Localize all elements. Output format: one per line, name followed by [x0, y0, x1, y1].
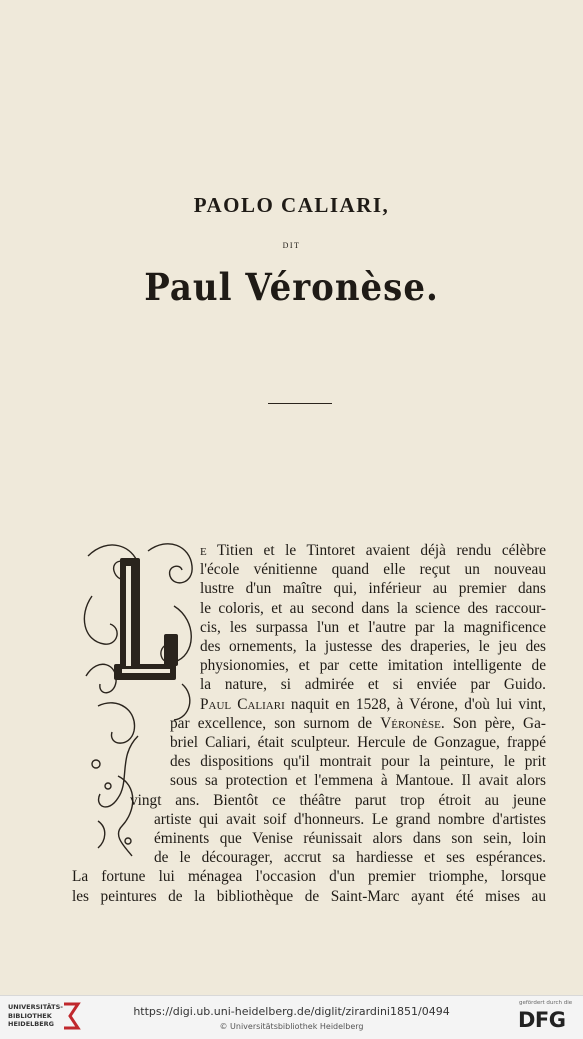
text-line: de le décourager, accrut sa hardiesse et ses espérances.	[154, 849, 546, 867]
text-line: l'école vénitienne quand elle reçut un nouveau	[200, 561, 546, 579]
text-line: artiste qui avait soif d'honneurs. Le grand nombre d'artistes	[154, 810, 546, 828]
divider-rule	[268, 403, 332, 404]
text-line: par excellence, son surnom de Véronèse. Son père, Ga-	[170, 714, 546, 732]
text-line: e Titien et le Tintoret avaient déjà rendu célèbre	[200, 542, 546, 559]
page-title: PAOLO CALIARI,	[193, 193, 390, 217]
text-line: sous sa protection et l'emmena à Mantoue. Il avait alors	[170, 772, 546, 790]
text-line: Paul Caliari naquit en 1528, à Vérone, d'où lui vint,	[200, 695, 546, 713]
text-line: le coloris, et au second dans la science des raccour-	[200, 599, 546, 617]
text-line: des dispositions qu'il montrait pour la peinture, le prit	[170, 753, 546, 771]
viewer-footer	[0, 995, 583, 1039]
page-subtitle: Paul Véronèse.	[144, 266, 439, 310]
text-line: les peintures de la bibliothèque de Saint-Marc ayant été mises au	[72, 887, 546, 905]
text-line: vingt ans. Bientôt ce théâtre parut trop étroit au jeune	[130, 791, 546, 809]
library-name: UNIVERSITÄTS- BIBLIOTHEK HEIDELBERG	[8, 1003, 63, 1028]
text-line: la nature, si admirée et si enviée par Guido.	[200, 676, 546, 694]
text-line: lustre d'un maître qui, inférieur au premier dans	[200, 580, 546, 598]
text-line: des ornements, la justesse des draperies, le jeu des	[200, 638, 546, 656]
copyright-notice: © Universitätsbibliothek Heidelberg	[219, 1022, 364, 1031]
text-line: physionomies, et par cette imitation intelligente de	[200, 657, 546, 675]
dit-label: DIT	[282, 241, 301, 250]
funded-by-label: gefördert durch die	[519, 1000, 573, 1006]
text-line: briel Caliari, était sculpteur. Hercule de Gonzague, frappé	[170, 734, 546, 752]
text-line: cis, les surpassa l'un et l'autre par la magnificence	[200, 618, 546, 636]
body-text	[72, 541, 546, 906]
text-line: La fortune lui ménagea l'occasion d'un premier triomphe, lorsque	[72, 868, 546, 886]
dfg-logo: DFG	[518, 1008, 566, 1032]
text-line: éminents que Venise réunissait alors dans son sein, loin	[154, 830, 546, 848]
permalink-url[interactable]: https://digi.ub.uni-heidelberg.de/diglit/zirardini1851/0494	[133, 1005, 450, 1018]
